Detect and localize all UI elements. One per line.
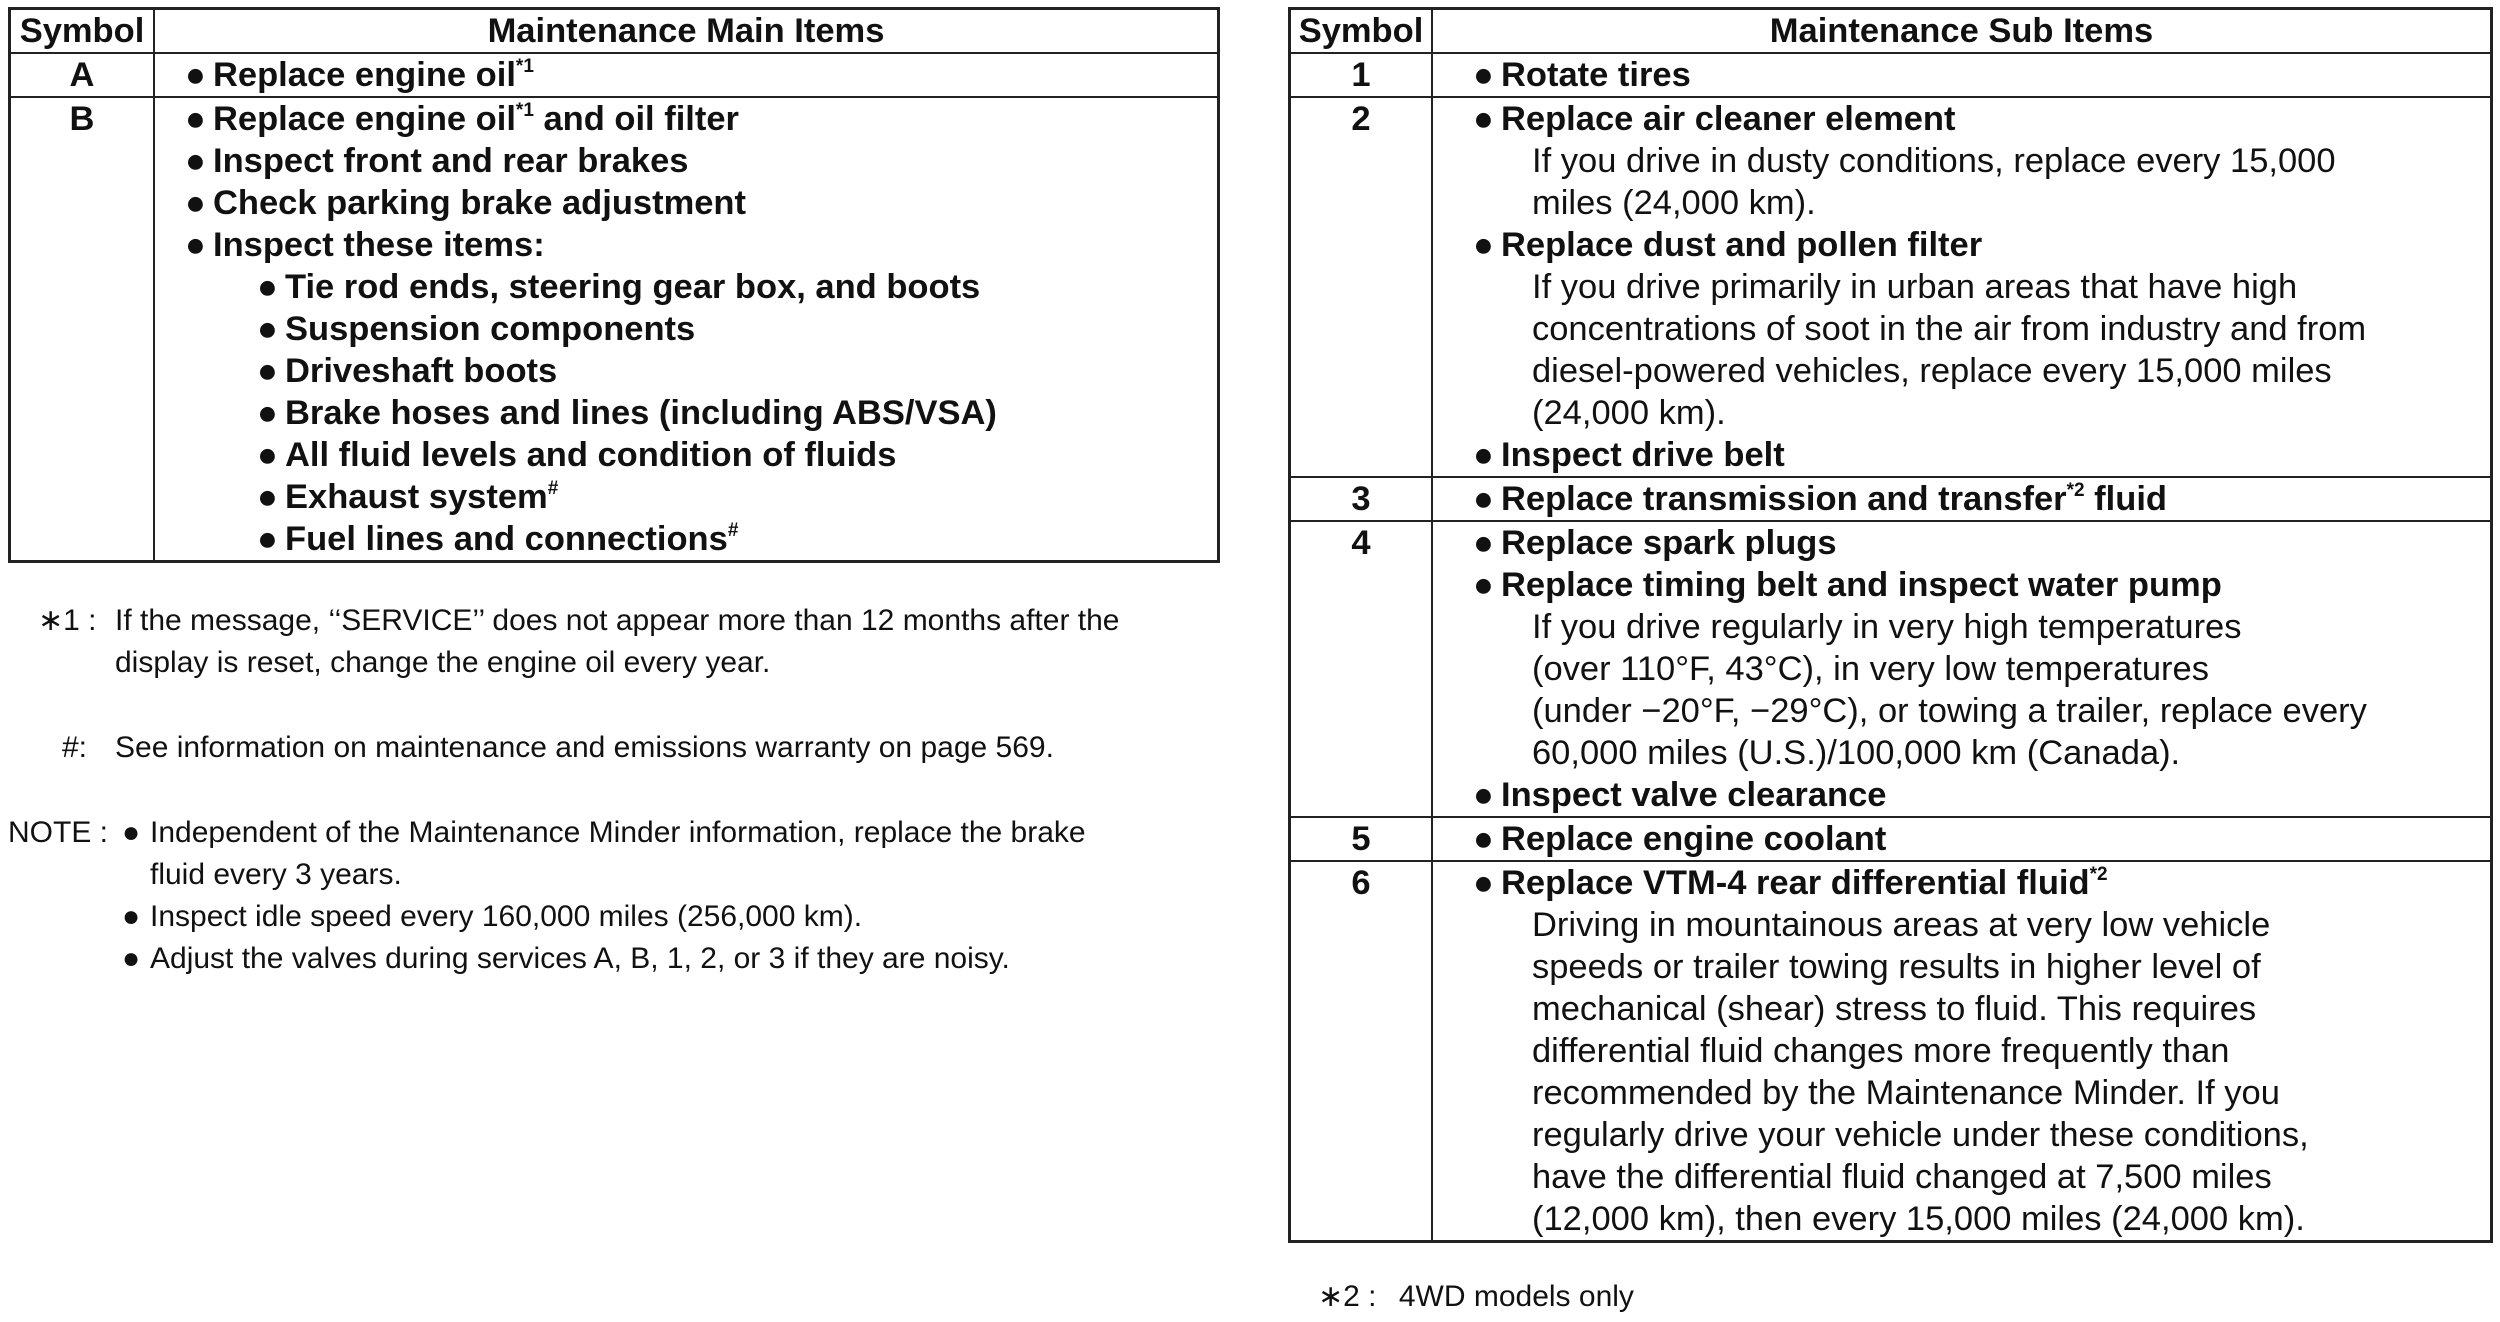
- bullet-icon: ●: [257, 436, 278, 474]
- sub-symbol-cell: 4: [1290, 521, 1433, 817]
- item-text: Replace spark plugs: [1501, 524, 1837, 562]
- item-text: Replace engine coolant: [1501, 820, 1887, 858]
- maintenance-item: [155, 476, 1217, 518]
- main-items-table: [8, 7, 1220, 563]
- item-note-line: (24,000 km).: [1532, 394, 1726, 432]
- maintenance-item: [155, 434, 1217, 476]
- item-note-line: (12,000 km), then every 15,000 miles (24,000 km).: [1532, 1200, 2305, 1238]
- item-text-tail: fluid: [2084, 480, 2167, 518]
- item-text: Replace dust and pollen filter: [1501, 226, 1983, 264]
- main-symbol-header: Symbol: [10, 9, 155, 54]
- footnote-ref: *1: [515, 100, 534, 121]
- note-line: [0, 896, 1086, 938]
- bullet-icon: ●: [185, 56, 206, 94]
- bullet-icon: ●: [257, 352, 278, 390]
- maintenance-item: [155, 308, 1217, 350]
- main-items-header: Maintenance Main Items: [154, 9, 1219, 54]
- bullet-icon: ●: [122, 900, 141, 933]
- bullet-icon: ●: [1473, 776, 1494, 814]
- item-text: Replace air cleaner element: [1501, 100, 1956, 138]
- item-note-line: concentrations of soot in the air from industry and from: [1532, 310, 2367, 348]
- sub-table-header-row: [1290, 9, 2492, 54]
- bullet-icon: ●: [1473, 524, 1494, 562]
- maintenance-item: [1433, 564, 2490, 606]
- bullet-icon: ●: [1473, 480, 1494, 518]
- maintenance-item: [155, 350, 1217, 392]
- item-text: Inspect these items:: [213, 226, 545, 264]
- footnote-2: [1318, 1276, 1634, 1318]
- note-list: [0, 812, 1086, 980]
- footnote-ref: #: [727, 520, 739, 541]
- item-text: Driveshaft boots: [285, 352, 558, 390]
- footnote-ref: *2: [2066, 480, 2085, 501]
- sub-items-cell: [1432, 53, 2492, 97]
- bullet-icon: ●: [257, 394, 278, 432]
- footnote-1: [0, 600, 1119, 684]
- bullet-icon: ●: [1473, 226, 1494, 264]
- maintenance-item: [1433, 774, 2490, 816]
- footnote-hash-text: See information on maintenance and emissions warranty on page 569.: [115, 731, 1054, 764]
- item-text-tail: and oil filter: [533, 100, 739, 138]
- maintenance-note: [0, 812, 1086, 980]
- bullet-icon: ●: [1473, 820, 1494, 858]
- item-note-line: speeds or trailer towing results in higher level of: [1532, 948, 2261, 986]
- item-note-line: If you drive regularly in very high temperatures: [1532, 608, 2242, 646]
- sub-items-cell: [1432, 817, 2492, 861]
- footnote-ref: #: [547, 478, 559, 499]
- bullet-icon: ●: [257, 520, 278, 558]
- note-line: [0, 812, 1086, 854]
- footnote-ref: *2: [2089, 864, 2108, 885]
- bullet-icon: ●: [122, 816, 141, 849]
- bullet-icon: ●: [185, 184, 206, 222]
- sub-symbol-header: Symbol: [1290, 9, 1433, 54]
- bullet-icon: ●: [1473, 864, 1494, 902]
- sub-items-cell: [1432, 521, 2492, 817]
- item-text: Check parking brake adjustment: [213, 184, 746, 222]
- item-note-line: If you drive primarily in urban areas that have high: [1532, 268, 2298, 306]
- bullet-icon: ●: [257, 478, 278, 516]
- item-text: Suspension components: [285, 310, 696, 348]
- item-text: Rotate tires: [1501, 56, 1691, 94]
- footnote-1-marker: ∗1 :: [38, 604, 97, 637]
- item-text: All fluid levels and condition of fluids: [285, 436, 897, 474]
- note-text: fluid every 3 years.: [150, 858, 402, 891]
- maintenance-item: [1433, 818, 2490, 860]
- sub-items-cell: [1432, 97, 2492, 477]
- footnote-ref: *1: [515, 56, 534, 77]
- footnote-hash-marker: #:: [62, 731, 88, 764]
- maintenance-item: [155, 266, 1217, 308]
- item-text: Replace VTM-4 rear differential fluid: [1501, 864, 2090, 902]
- maintenance-item: [1433, 522, 2490, 564]
- sub-items-header: Maintenance Sub Items: [1432, 9, 2492, 54]
- sub-items-cell: [1432, 477, 2492, 521]
- item-text: Inspect drive belt: [1501, 436, 1785, 474]
- maintenance-item: [1433, 862, 2490, 904]
- maintenance-item: [155, 518, 1217, 560]
- maintenance-item: [155, 224, 1217, 266]
- maintenance-item: [1433, 434, 2490, 476]
- sub-row: [1290, 521, 2492, 817]
- maintenance-item: [155, 98, 1217, 140]
- item-note-line: miles (24,000 km).: [1532, 184, 1816, 222]
- main-symbol-cell: B: [10, 97, 155, 562]
- note-text: Independent of the Maintenance Minder information, replace the brake: [150, 816, 1086, 849]
- sub-symbol-cell: 5: [1290, 817, 1433, 861]
- note-label: NOTE :: [8, 816, 109, 849]
- item-note-line: mechanical (shear) stress to fluid. This requires: [1532, 990, 2257, 1028]
- item-text: Replace engine oil: [213, 100, 516, 138]
- item-text: Replace engine oil: [213, 56, 516, 94]
- sub-row: [1290, 97, 2492, 477]
- footnote-1-line-2: display is reset, change the engine oil every year.: [115, 646, 771, 679]
- maintenance-item: [1433, 54, 2490, 96]
- note-line: [0, 938, 1086, 980]
- item-note-line: have the differential fluid changed at 7,500 miles: [1532, 1158, 2272, 1196]
- item-note-line: If you drive in dusty conditions, replace every 15,000: [1532, 142, 2336, 180]
- item-note-line: diesel-powered vehicles, replace every 15,000 miles: [1532, 352, 2332, 390]
- main-row: [10, 97, 1219, 562]
- item-text: Tie rod ends, steering gear box, and boots: [285, 268, 981, 306]
- bullet-icon: ●: [1473, 100, 1494, 138]
- item-text: Replace transmission and transfer: [1501, 480, 2067, 518]
- sub-row: [1290, 861, 2492, 1242]
- main-table-header-row: [10, 9, 1219, 54]
- maintenance-item: [1433, 478, 2490, 520]
- bullet-icon: ●: [1473, 56, 1494, 94]
- maintenance-item: [155, 140, 1217, 182]
- item-note-line: (over 110°F, 43°C), in very low temperatures: [1532, 650, 2209, 688]
- footnote-hash: [0, 727, 1054, 769]
- item-note-line: regularly drive your vehicle under these conditions,: [1532, 1116, 2309, 1154]
- sub-symbol-cell: 2: [1290, 97, 1433, 477]
- item-text: Brake hoses and lines (including ABS/VSA): [285, 394, 997, 432]
- item-text: Replace timing belt and inspect water pump: [1501, 566, 2222, 604]
- main-items-cell: [154, 53, 1219, 97]
- maintenance-item: [155, 54, 1217, 96]
- note-text: Adjust the valves during services A, B, 1, 2, or 3 if they are noisy.: [150, 942, 1010, 975]
- sub-items-table: [1288, 7, 2493, 1243]
- sub-symbol-cell: 3: [1290, 477, 1433, 521]
- bullet-icon: ●: [1473, 566, 1494, 604]
- bullet-icon: ●: [185, 142, 206, 180]
- footnote-2-text: 4WD models only: [1398, 1280, 1634, 1313]
- item-note-line: (under −20°F, −29°C), or towing a trailer, replace every: [1532, 692, 2367, 730]
- sub-symbol-cell: 6: [1290, 861, 1433, 1242]
- bullet-icon: ●: [257, 268, 278, 306]
- sub-row: [1290, 477, 2492, 521]
- note-line: [0, 854, 1086, 896]
- main-symbol-cell: A: [10, 53, 155, 97]
- item-note-line: Driving in mountainous areas at very low vehicle: [1532, 906, 2271, 944]
- item-text: Inspect valve clearance: [1501, 776, 1887, 814]
- bullet-icon: ●: [185, 100, 206, 138]
- bullet-icon: ●: [185, 226, 206, 264]
- bullet-icon: ●: [1473, 436, 1494, 474]
- footnote-2-marker: ∗2 :: [1318, 1280, 1377, 1313]
- maintenance-item: [155, 392, 1217, 434]
- item-text: Exhaust system: [285, 478, 548, 516]
- bullet-icon: ●: [122, 942, 141, 975]
- item-note-line: 60,000 miles (U.S.)/100,000 km (Canada).: [1532, 734, 2181, 772]
- note-text: Inspect idle speed every 160,000 miles (256,000 km).: [150, 900, 863, 933]
- footnote-1-line-1: If the message, ‘‘SERVICE’’ does not appear more than 12 months after the: [115, 604, 1120, 637]
- main-row: [10, 53, 1219, 97]
- maintenance-item: [1433, 224, 2490, 266]
- main-items-cell: [154, 97, 1219, 562]
- bullet-icon: ●: [257, 310, 278, 348]
- item-note-line: differential fluid changes more frequently than: [1532, 1032, 2230, 1070]
- sub-row: [1290, 53, 2492, 97]
- item-text: Fuel lines and connections: [285, 520, 728, 558]
- item-text: Inspect front and rear brakes: [213, 142, 689, 180]
- sub-items-cell: [1432, 861, 2492, 1242]
- sub-symbol-cell: 1: [1290, 53, 1433, 97]
- sub-row: [1290, 817, 2492, 861]
- maintenance-item: [155, 182, 1217, 224]
- item-note-line: recommended by the Maintenance Minder. If you: [1532, 1074, 2280, 1112]
- maintenance-item: [1433, 98, 2490, 140]
